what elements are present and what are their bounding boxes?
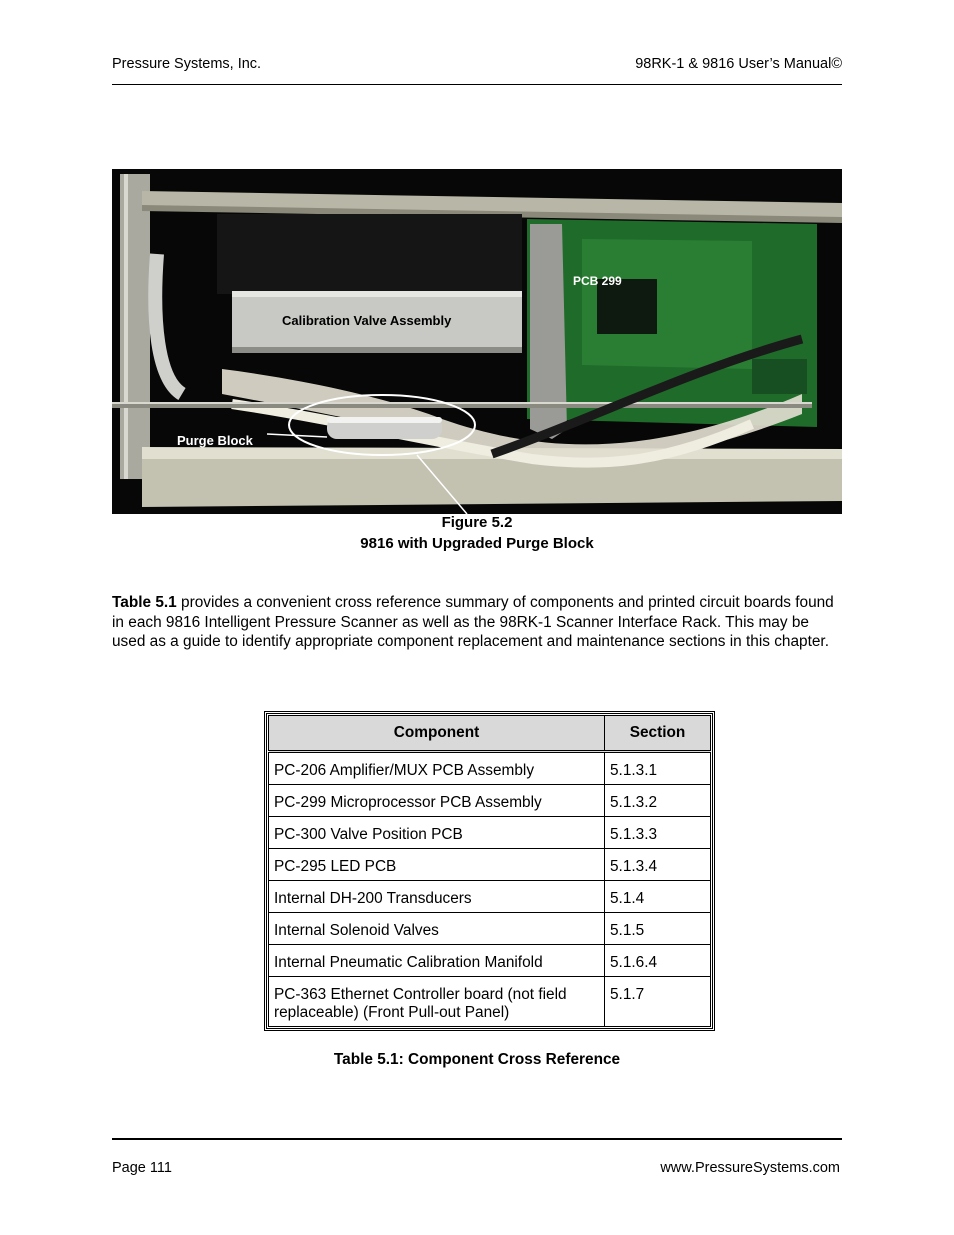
header-company: Pressure Systems, Inc.: [112, 56, 262, 72]
component-cell: PC-299 Microprocessor PCB Assembly: [269, 785, 605, 817]
table-row: [269, 977, 711, 1027]
section-cell: 5.1.4: [605, 881, 711, 913]
component-cell: Internal DH-200 Transducers: [269, 881, 605, 913]
figure-caption-title: 9816 with Upgraded Purge Block: [360, 535, 594, 552]
footer-rule: [112, 1138, 842, 1140]
section-cell: 5.1.6.4: [605, 945, 711, 977]
column-header-component: Component: [269, 716, 605, 752]
page-number: Page 111: [112, 1160, 172, 1176]
paragraph-text: provides a convenient cross reference summary of components and printed circuit boards found in each 9816 Intelligent Pressure Scanner as well as the 98RK-1 Scanner Interface Rack. This may be used as a guide to identify appropriate component replacement and maintenance sections in this chapter.: [112, 594, 834, 651]
table-row: [269, 881, 711, 913]
section-cell: 5.1.3.4: [605, 849, 711, 881]
table-row: [269, 752, 711, 785]
purge-block-label: Purge Block: [177, 433, 253, 448]
section-cell: 5.1.3.1: [605, 752, 711, 785]
header-manual-title: 98RK-1 & 9816 User’s Manual©: [635, 56, 842, 72]
table-row: [269, 785, 711, 817]
table-header-row: [269, 716, 711, 752]
figure-caption-number: Figure 5.2: [441, 514, 513, 531]
section-cell: 5.1.7: [605, 977, 711, 1027]
header-rule: [112, 84, 842, 85]
intro-paragraph: [112, 593, 842, 652]
table-reference: Table 5.1: [112, 594, 177, 611]
figure-photo: [112, 169, 842, 514]
table-caption: Table 5.1: Component Cross Reference: [333, 1051, 621, 1068]
component-cell: PC-300 Valve Position PCB: [269, 817, 605, 849]
component-table: [264, 711, 715, 1031]
component-cell: PC-206 Amplifier/MUX PCB Assembly: [269, 752, 605, 785]
calibration-valve-label: Calibration Valve Assembly: [282, 313, 452, 328]
component-cell: Internal Solenoid Valves: [269, 913, 605, 945]
section-cell: 5.1.3.2: [605, 785, 711, 817]
component-cell: Internal Pneumatic Calibration Manifold: [269, 945, 605, 977]
column-header-section: Section: [605, 716, 711, 752]
section-cell: 5.1.5: [605, 913, 711, 945]
table-row: [269, 817, 711, 849]
table-row: [269, 945, 711, 977]
component-cell: PC-363 Ethernet Controller board (not field replaceable) (Front Pull-out Panel): [269, 977, 605, 1027]
table-row: [269, 849, 711, 881]
section-cell: 5.1.3.3: [605, 817, 711, 849]
footer-website-link[interactable]: www.PressureSystems.com: [660, 1160, 840, 1176]
component-cell: PC-295 LED PCB: [269, 849, 605, 881]
table-row: [269, 913, 711, 945]
pcb-299-label: PCB 299: [573, 274, 622, 288]
